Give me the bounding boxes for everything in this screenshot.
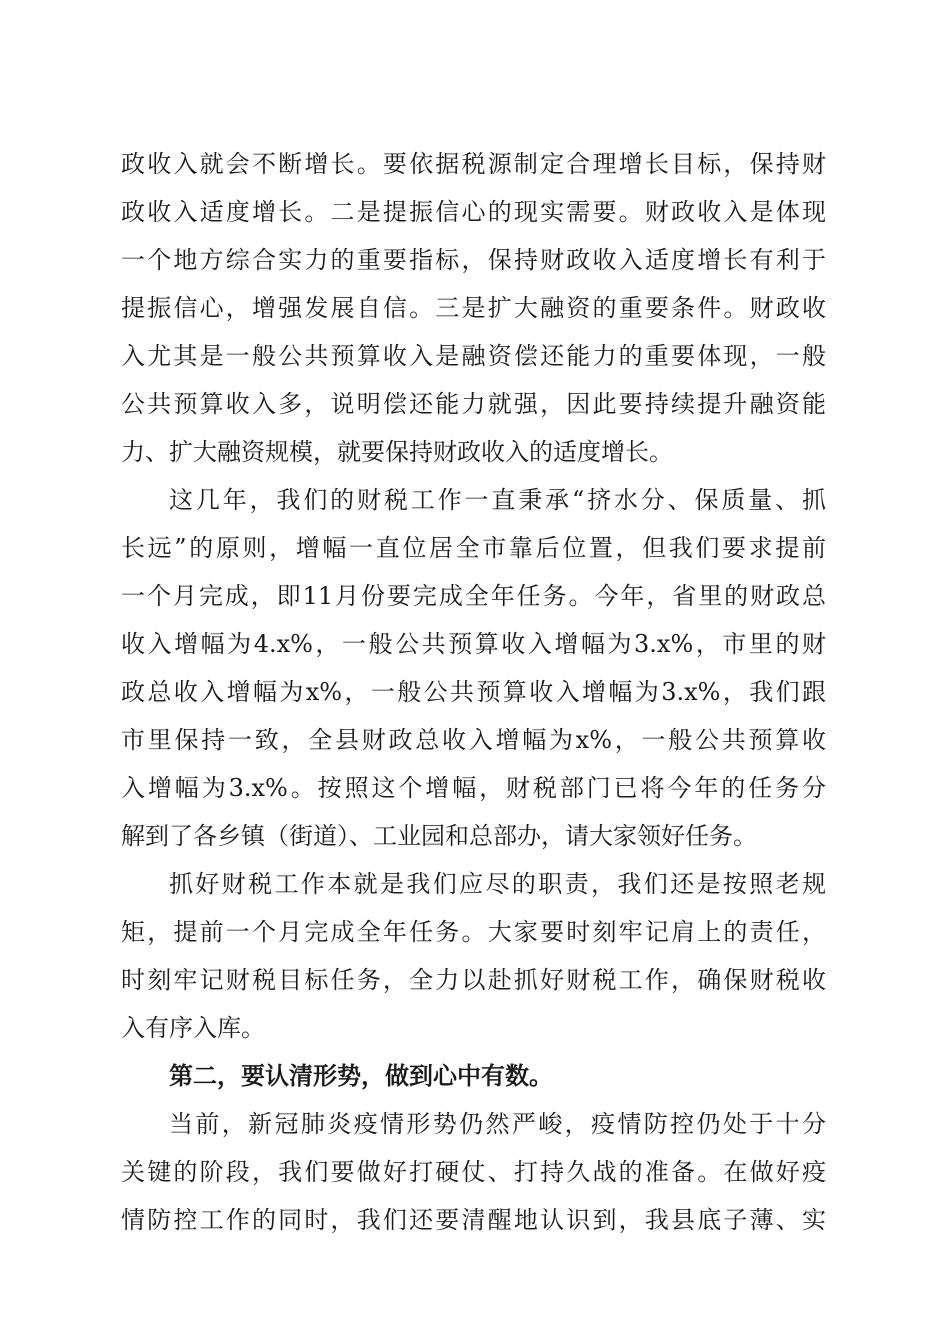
text-line: 政收入适度增长。二是提振信心的现实需要。财政收入是体现 xyxy=(121,198,826,226)
text-line: 关键的阶段，我们要做好打硬仗、打持久战的准备。在做好疫 xyxy=(121,1158,826,1186)
text-line: 矩，提前一个月完成全年任务。大家要时刻牢记肩上的责任， xyxy=(121,918,826,946)
text-line: 一个月完成，即11月份要完成全年任务。今年，省里的财政总 xyxy=(121,582,826,610)
text-line: 时刻牢记财税目标任务，全力以赴抓好财税工作，确保财税收 xyxy=(121,966,826,994)
text-line: 入有序入库。 xyxy=(121,1014,265,1042)
text-line: 当前，新冠肺炎疫情形势仍然严峻，疫情防控仍处于十分 xyxy=(169,1110,826,1138)
text-line: 提振信心，增强发展自信。三是扩大融资的重要条件。财政收 xyxy=(121,294,826,322)
text-line: 市里保持一致，全县财政总收入增幅为x%，一般公共预算收 xyxy=(121,726,826,754)
text-line: 政收入就会不断增长。要依据税源制定合理增长目标，保持财 xyxy=(121,150,826,178)
text-line: 抓好财税工作本就是我们应尽的职责，我们还是按照老规 xyxy=(169,870,826,898)
text-line: 入尤其是一般公共预算收入是融资偿还能力的重要体现，一般 xyxy=(121,342,826,370)
section-heading: 第二，要认清形势，做到心中有数。 xyxy=(169,1061,553,1090)
text-line: 入增幅为3.x%。按照这个增幅，财税部门已将今年的任务分 xyxy=(121,774,826,802)
text-line: 长远”的原则，增幅一直位居全市靠后位置，但我们要求提前 xyxy=(121,534,826,562)
text-line: 解到了各乡镇（街道）、工业园和总部办，请大家领好任务。 xyxy=(121,822,757,850)
text-line: 情防控工作的同时，我们还要清醒地认识到，我县底子薄、实 xyxy=(121,1206,826,1234)
text-line: 一个地方综合实力的重要指标，保持财政收入适度增长有利于 xyxy=(121,246,826,274)
text-line: 力、扩大融资规模，就要保持财政收入的适度增长。 xyxy=(121,438,673,466)
text-line: 这几年，我们的财税工作一直秉承“挤水分、保质量、抓 xyxy=(169,486,826,514)
text-line: 公共预算收入多，说明偿还能力就强，因此要持续提升融资能 xyxy=(121,390,826,418)
text-line: 政总收入增幅为x%，一般公共预算收入增幅为3.x%，我们跟 xyxy=(121,678,826,706)
text-line: 收入增幅为4.x%，一般公共预算收入增幅为3.x%，市里的财 xyxy=(121,630,826,658)
